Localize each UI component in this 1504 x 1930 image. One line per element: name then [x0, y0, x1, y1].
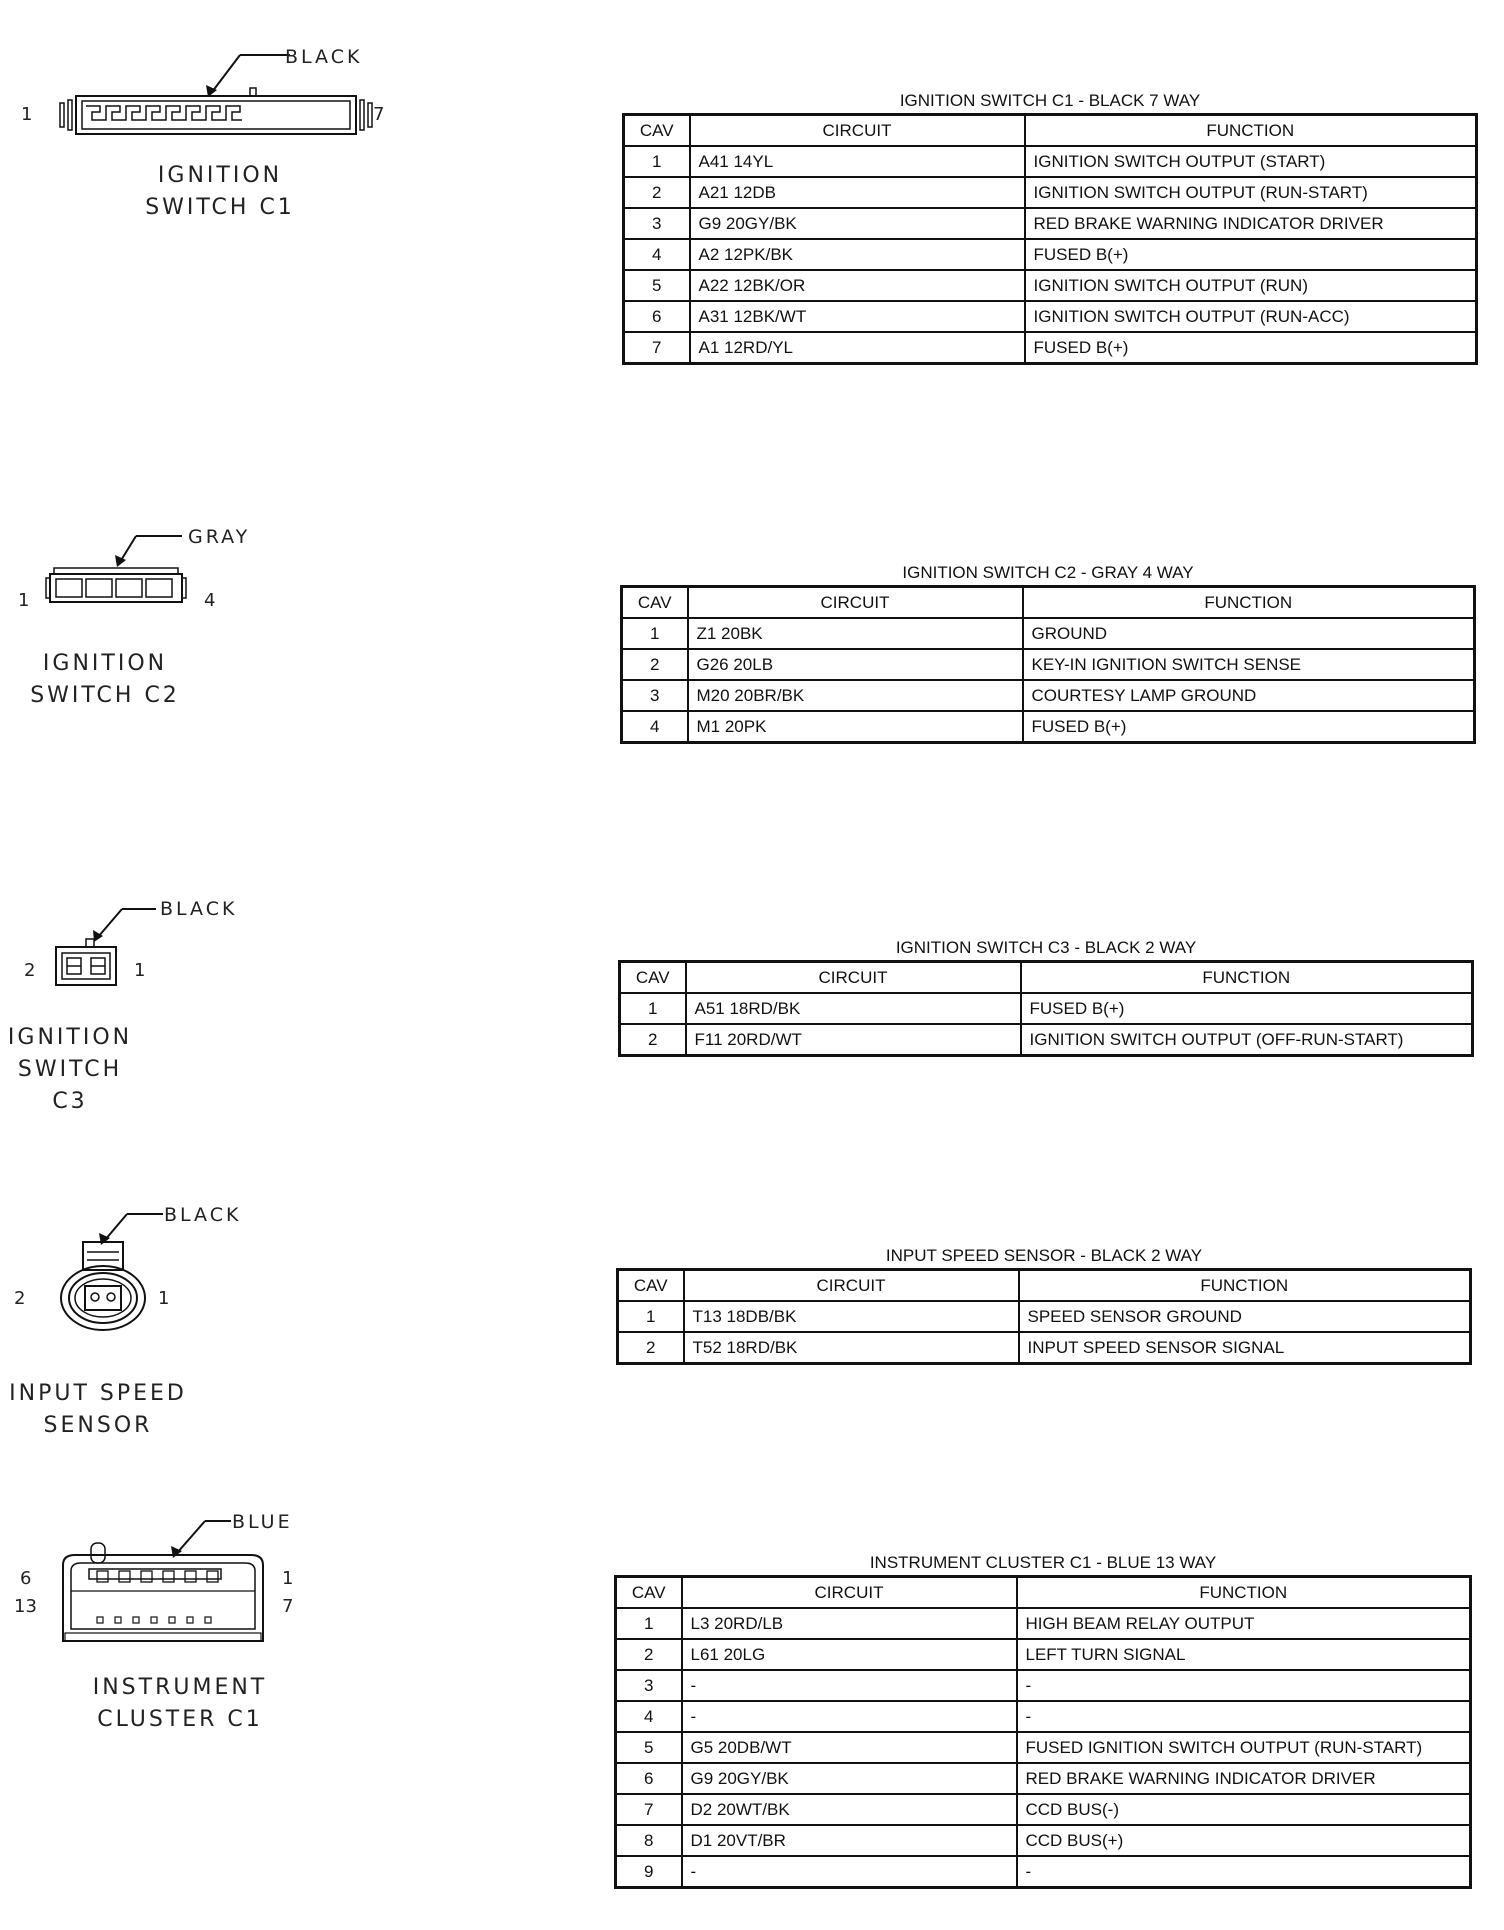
circuit-cell: F11 20RD/WT: [686, 1024, 1021, 1056]
ignition-switch-c3-label-line1: IGNITION: [7, 1025, 133, 1050]
ignition-switch-c1-label-line2: SWITCH C1: [145, 195, 295, 220]
circuit-cell: T52 18RD/BK: [684, 1332, 1019, 1364]
input-speed-sensor-label-line2: SENSOR: [43, 1413, 153, 1438]
circuit-cell: A31 12BK/WT: [690, 301, 1025, 332]
cav-cell: 1: [620, 993, 686, 1024]
table-header-row: [620, 962, 1473, 994]
cav-header: CAV: [622, 587, 688, 619]
ignition-switch-c1-table-block: [622, 89, 1478, 365]
ignition-switch-c3-label-line2: SWITCH C3: [17, 1057, 123, 1114]
ignition-switch-c3-color: BLACK: [160, 898, 238, 920]
instrument-cluster-c1-label: [60, 1672, 300, 1736]
function-header: FUNCTION: [1023, 587, 1475, 619]
table-row: [616, 1701, 1471, 1732]
circuit-cell: A2 12PK/BK: [690, 239, 1025, 270]
table-row: [624, 332, 1477, 364]
function-cell: RED BRAKE WARNING INDICATOR DRIVER: [1017, 1763, 1471, 1794]
circuit-cell: M20 20BR/BK: [688, 680, 1023, 711]
table-row: [620, 1024, 1473, 1056]
ignition-switch-c2-table: [620, 585, 1476, 744]
table-row: [624, 177, 1477, 208]
function-header: FUNCTION: [1017, 1577, 1471, 1609]
circuit-cell: L3 20RD/LB: [682, 1608, 1017, 1639]
cav-cell: 1: [624, 146, 690, 177]
table-row: [620, 993, 1473, 1024]
ignition-switch-c2-label-line2: SWITCH C2: [30, 683, 180, 708]
input-speed-sensor-pin-right: 1: [158, 1288, 170, 1309]
input-speed-sensor-pin-left: 2: [14, 1288, 26, 1309]
ignition-switch-c1-table: [622, 113, 1478, 365]
function-cell: IGNITION SWITCH OUTPUT (START): [1025, 146, 1477, 177]
cav-cell: 1: [616, 1608, 682, 1639]
instrument-cluster-c1-label-line2: CLUSTER C1: [97, 1707, 263, 1732]
cav-cell: 4: [616, 1701, 682, 1732]
cav-cell: 4: [624, 239, 690, 270]
function-cell: GROUND: [1023, 618, 1475, 649]
circuit-header: CIRCUIT: [684, 1270, 1019, 1302]
table-row: [616, 1856, 1471, 1888]
instrument-cluster-c1-pin-top-left: 6: [20, 1568, 32, 1589]
cav-cell: 1: [622, 618, 688, 649]
cav-cell: 2: [618, 1332, 684, 1364]
function-cell: HIGH BEAM RELAY OUTPUT: [1017, 1608, 1471, 1639]
table-row: [616, 1763, 1471, 1794]
ignition-switch-c1-label: [100, 160, 340, 224]
cav-cell: 2: [620, 1024, 686, 1056]
circuit-cell: M1 20PK: [688, 711, 1023, 743]
cav-cell: 4: [622, 711, 688, 743]
table-row: [618, 1301, 1471, 1332]
circuit-cell: G26 20LB: [688, 649, 1023, 680]
cav-cell: 2: [622, 649, 688, 680]
function-cell: IGNITION SWITCH OUTPUT (RUN-ACC): [1025, 301, 1477, 332]
ignition-switch-c3-table-title: IGNITION SWITCH C3 - BLACK 2 WAY: [895, 938, 1197, 957]
circuit-cell: A41 14YL: [690, 146, 1025, 177]
instrument-cluster-c1-table: [614, 1575, 1472, 1889]
table-header-row: [618, 1270, 1471, 1302]
ignition-switch-c1-label-line1: IGNITION: [157, 163, 283, 188]
ignition-switch-c2-pin-right: 4: [204, 590, 216, 611]
ignition-switch-c3-pin-left: 2: [24, 960, 36, 981]
ignition-switch-c1-pin-right: 7: [373, 104, 385, 125]
circuit-cell: A1 12RD/YL: [690, 332, 1025, 364]
circuit-cell: G9 20GY/BK: [690, 208, 1025, 239]
ignition-switch-c3-pin-right: 1: [134, 960, 146, 981]
cav-cell: 3: [616, 1670, 682, 1701]
input-speed-sensor-table-title: INPUT SPEED SENSOR - BLACK 2 WAY: [885, 1246, 1203, 1265]
table-header-row: [616, 1577, 1471, 1609]
ignition-switch-c3-table-block: [618, 936, 1474, 1057]
instrument-cluster-c1-pin-bottom-left: 13: [14, 1596, 37, 1617]
table-row: [622, 711, 1475, 743]
function-cell: LEFT TURN SIGNAL: [1017, 1639, 1471, 1670]
cav-header: CAV: [616, 1577, 682, 1609]
table-row: [616, 1639, 1471, 1670]
circuit-cell: -: [682, 1701, 1017, 1732]
cav-cell: 8: [616, 1825, 682, 1856]
input-speed-sensor-label-line1: INPUT SPEED: [9, 1381, 187, 1406]
circuit-cell: D1 20VT/BR: [682, 1825, 1017, 1856]
cav-cell: 1: [618, 1301, 684, 1332]
table-row: [624, 239, 1477, 270]
cav-cell: 6: [624, 301, 690, 332]
function-cell: FUSED B(+): [1021, 993, 1473, 1024]
cav-cell: 3: [624, 208, 690, 239]
ignition-switch-c2-label-line1: IGNITION: [42, 651, 168, 676]
function-cell: FUSED IGNITION SWITCH OUTPUT (RUN-START): [1017, 1732, 1471, 1763]
circuit-cell: T13 18DB/BK: [684, 1301, 1019, 1332]
table-row: [622, 649, 1475, 680]
table-header-row: [624, 115, 1477, 147]
table-row: [624, 208, 1477, 239]
cav-header: CAV: [620, 962, 686, 994]
function-cell: FUSED B(+): [1023, 711, 1475, 743]
circuit-header: CIRCUIT: [690, 115, 1025, 147]
circuit-cell: A22 12BK/OR: [690, 270, 1025, 301]
circuit-cell: L61 20LG: [682, 1639, 1017, 1670]
table-row: [618, 1332, 1471, 1364]
table-row: [616, 1732, 1471, 1763]
cav-header: CAV: [624, 115, 690, 147]
instrument-cluster-c1-table-title: INSTRUMENT CLUSTER C1 - BLUE 13 WAY: [869, 1553, 1217, 1572]
input-speed-sensor-label: [0, 1378, 196, 1442]
function-cell: IGNITION SWITCH OUTPUT (RUN): [1025, 270, 1477, 301]
circuit-cell: A51 18RD/BK: [686, 993, 1021, 1024]
ignition-switch-c3-label: [0, 1022, 140, 1118]
instrument-cluster-c1-pin-top-right: 1: [282, 1568, 294, 1589]
circuit-cell: A21 12DB: [690, 177, 1025, 208]
function-header: FUNCTION: [1019, 1270, 1471, 1302]
ignition-switch-c2-color: GRAY: [188, 526, 251, 548]
instrument-cluster-c1-pin-bottom-right: 7: [282, 1596, 294, 1617]
input-speed-sensor-table-block: [616, 1244, 1472, 1365]
cav-cell: 6: [616, 1763, 682, 1794]
instrument-cluster-c1-color: BLUE: [232, 1511, 293, 1533]
function-cell: IGNITION SWITCH OUTPUT (OFF-RUN-START): [1021, 1024, 1473, 1056]
circuit-cell: G5 20DB/WT: [682, 1732, 1017, 1763]
ignition-switch-c1-color: BLACK: [285, 46, 363, 68]
function-cell: FUSED B(+): [1025, 332, 1477, 364]
ignition-switch-c2-table-block: [620, 561, 1476, 744]
table-row: [616, 1825, 1471, 1856]
instrument-cluster-c1-table-block: [614, 1551, 1472, 1889]
function-cell: -: [1017, 1701, 1471, 1732]
ignition-switch-c1-table-title: IGNITION SWITCH C1 - BLACK 7 WAY: [899, 91, 1201, 110]
table-row: [622, 618, 1475, 649]
circuit-header: CIRCUIT: [688, 587, 1023, 619]
function-cell: CCD BUS(-): [1017, 1794, 1471, 1825]
function-header: FUNCTION: [1021, 962, 1473, 994]
instrument-cluster-c1-label-line1: INSTRUMENT: [92, 1675, 268, 1700]
circuit-cell: G9 20GY/BK: [682, 1763, 1017, 1794]
function-cell: CCD BUS(+): [1017, 1825, 1471, 1856]
function-cell: -: [1017, 1670, 1471, 1701]
cav-cell: 9: [616, 1856, 682, 1888]
function-cell: -: [1017, 1856, 1471, 1888]
cav-cell: 7: [616, 1794, 682, 1825]
table-row: [616, 1794, 1471, 1825]
cav-cell: 5: [616, 1732, 682, 1763]
table-row: [624, 146, 1477, 177]
function-cell: KEY-IN IGNITION SWITCH SENSE: [1023, 649, 1475, 680]
table-row: [616, 1608, 1471, 1639]
input-speed-sensor-table: [616, 1268, 1472, 1365]
cav-cell: 5: [624, 270, 690, 301]
function-cell: IGNITION SWITCH OUTPUT (RUN-START): [1025, 177, 1477, 208]
table-row: [624, 301, 1477, 332]
ignition-switch-c2-pin-left: 1: [18, 590, 30, 611]
function-header: FUNCTION: [1025, 115, 1477, 147]
circuit-header: CIRCUIT: [682, 1577, 1017, 1609]
cav-cell: 2: [616, 1639, 682, 1670]
cav-cell: 7: [624, 332, 690, 364]
table-row: [616, 1670, 1471, 1701]
circuit-header: CIRCUIT: [686, 962, 1021, 994]
table-row: [624, 270, 1477, 301]
table-header-row: [622, 587, 1475, 619]
function-cell: INPUT SPEED SENSOR SIGNAL: [1019, 1332, 1471, 1364]
ignition-switch-c1-pin-left: 1: [21, 104, 33, 125]
circuit-cell: -: [682, 1670, 1017, 1701]
circuit-cell: D2 20WT/BK: [682, 1794, 1017, 1825]
cav-cell: 3: [622, 680, 688, 711]
table-row: [622, 680, 1475, 711]
cav-cell: 2: [624, 177, 690, 208]
cav-header: CAV: [618, 1270, 684, 1302]
circuit-cell: Z1 20BK: [688, 618, 1023, 649]
function-cell: RED BRAKE WARNING INDICATOR DRIVER: [1025, 208, 1477, 239]
circuit-cell: -: [682, 1856, 1017, 1888]
ignition-switch-c2-table-title: IGNITION SWITCH C2 - GRAY 4 WAY: [902, 563, 1194, 582]
input-speed-sensor-color: BLACK: [164, 1204, 242, 1226]
function-cell: COURTESY LAMP GROUND: [1023, 680, 1475, 711]
function-cell: FUSED B(+): [1025, 239, 1477, 270]
ignition-switch-c3-table: [618, 960, 1474, 1057]
function-cell: SPEED SENSOR GROUND: [1019, 1301, 1471, 1332]
ignition-switch-c2-label: [0, 648, 210, 712]
